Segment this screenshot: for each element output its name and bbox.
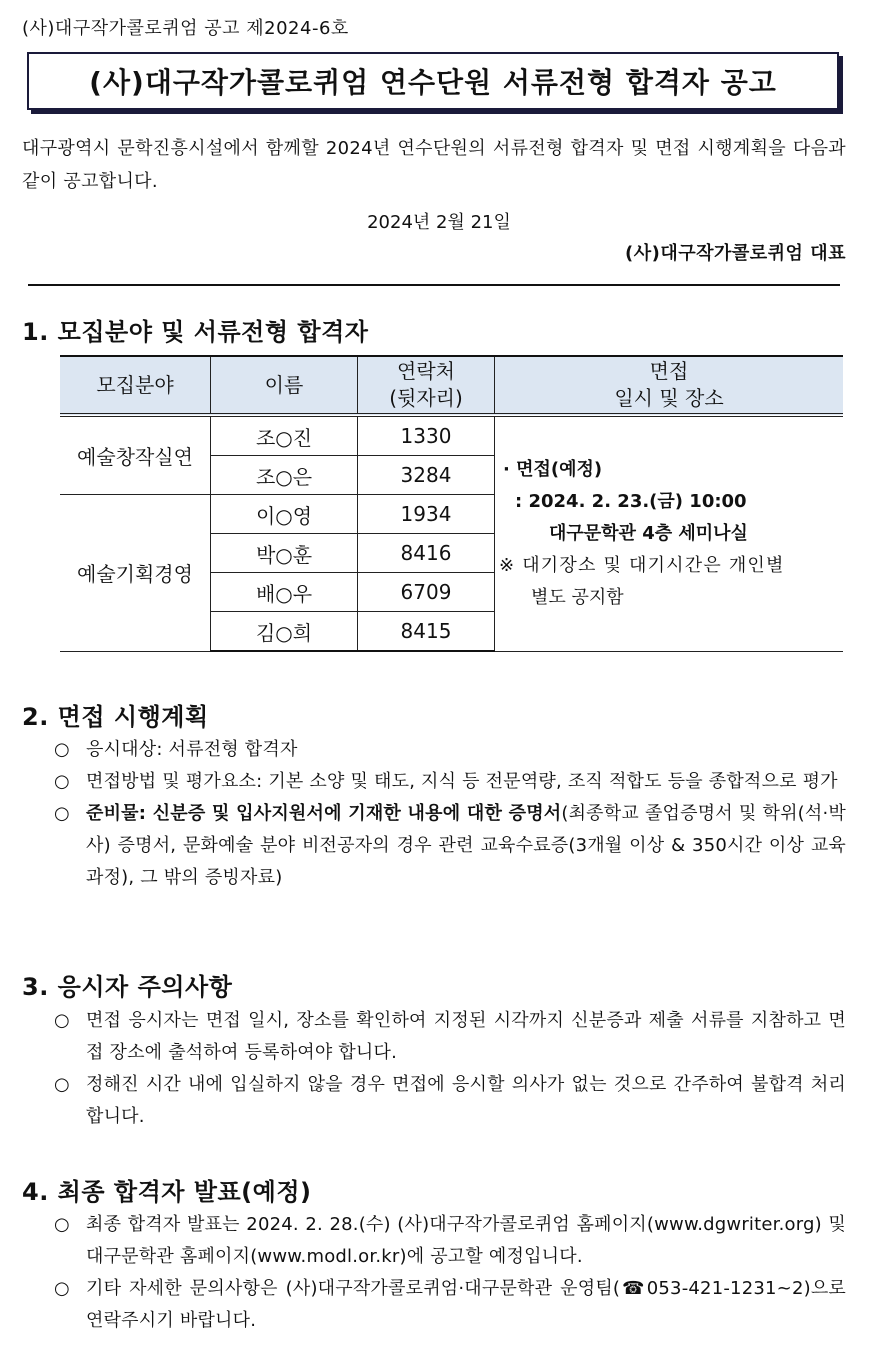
contact-cell: 8416 xyxy=(358,534,495,573)
interview-line-5: 별도 공지함 xyxy=(531,586,624,608)
list-item-text: 면접방법 및 평가요소: 기본 소양 및 태도, 지식 등 전문역량, 조직 적합도 등을 종합적으로 평가 xyxy=(86,771,838,792)
circle-bullet-icon: ○ xyxy=(54,1278,70,1299)
contact-cell: 1330 xyxy=(358,415,495,456)
final-list xyxy=(54,1209,846,1337)
field-cell: 예술창작실연 xyxy=(60,415,211,495)
list-item xyxy=(54,766,846,798)
circle-bullet-icon: ○ xyxy=(54,771,70,792)
header-interview xyxy=(495,356,844,415)
name-cell: 이○영 xyxy=(211,495,358,534)
divider xyxy=(28,284,840,286)
plan-list xyxy=(54,734,846,894)
list-item-text: 정해진 시간 내에 입실하지 않을 경우 면접에 응시할 의사가 없는 것으로 간주하여 불합격 처리합니다. xyxy=(86,1074,846,1127)
list-item-bold-text: 준비물: 신분증 및 입사지원서에 기재한 내용에 대한 증명서 xyxy=(86,803,562,824)
list-item-text: 면접 응시자는 면접 일시, 장소를 확인하여 지정된 시각까지 신분증과 제출 서류를 지참하고 면접 장소에 출석하여 등록하여야 합니다. xyxy=(86,1010,846,1063)
list-item xyxy=(54,1005,846,1069)
document-number: (사)대구작가콜로퀴엄 공고 제2024-6호 xyxy=(22,18,349,39)
list-item-text: (최종학교 졸업증명서 및 학위(석·박사) 증명서, 문화예술 분야 비전공자의 경우 관련 교육수료증(3개월 이상 & 350시간 이상 교육과정), 그 밖의 증빙자료) xyxy=(86,803,846,888)
interview-line-1: · 면접(예정) xyxy=(503,458,603,480)
header-interview-line1: 면접 xyxy=(649,359,689,383)
circle-bullet-icon: ○ xyxy=(54,739,70,760)
cautions-list xyxy=(54,1005,846,1133)
list-item-text: 응시대상: 서류전형 합격자 xyxy=(86,739,298,760)
contact-cell: 8415 xyxy=(358,612,495,652)
name-cell: 박○훈 xyxy=(211,534,358,573)
name-cell: 조○진 xyxy=(211,415,358,456)
section-3-title: 3. 응시자 주의사항 xyxy=(22,973,233,1001)
contact-cell: 1934 xyxy=(358,495,495,534)
list-item xyxy=(54,1273,846,1337)
circle-bullet-icon: ○ xyxy=(54,1214,70,1235)
list-item xyxy=(54,734,846,766)
field-cell: 예술기획경영 xyxy=(60,495,211,652)
table-row xyxy=(60,415,843,456)
name-cell: 조○은 xyxy=(211,456,358,495)
results-table xyxy=(60,355,843,652)
name-cell: 배○우 xyxy=(211,573,358,612)
table-header-row xyxy=(60,356,843,415)
list-item xyxy=(54,798,846,894)
circle-bullet-icon: ○ xyxy=(54,1074,70,1095)
name-cell: 김○희 xyxy=(211,612,358,652)
header-contact-line2: (뒷자리) xyxy=(389,386,463,410)
interview-line-4: ※ 대기장소 및 대기시간은 개인별 xyxy=(499,554,785,576)
list-item-text: 기타 자세한 문의사항은 (사)대구작가콜로퀴엄·대구문학관 운영팀(☎053-421-1231~2)으로 연락주시기 바랍니다. xyxy=(86,1278,846,1331)
interview-line-3: 대구문학관 4층 세미나실 xyxy=(549,522,748,544)
contact-cell: 6709 xyxy=(358,573,495,612)
header-field: 모집분야 xyxy=(60,356,211,415)
list-item xyxy=(54,1209,846,1273)
announcement-title: (사)대구작가콜로퀴엄 연수단원 서류전형 합격자 공고 xyxy=(27,52,839,110)
list-item xyxy=(54,1069,846,1133)
list-item-text: 최종 합격자 발표는 2024. 2. 28.(수) (사)대구작가콜로퀴엄 홈페이지(www.dgwriter.org) 및 대구문학관 홈페이지(www.modl.or.kr)에 공고할 예정입니다. xyxy=(86,1214,846,1267)
header-name: 이름 xyxy=(211,356,358,415)
header-contact-line1: 연락처 xyxy=(397,359,455,383)
representative: (사)대구작가콜로퀴엄 대표 xyxy=(625,243,846,264)
circle-bullet-icon: ○ xyxy=(54,803,70,824)
section-2-title: 2. 면접 시행계획 xyxy=(22,703,209,731)
contact-cell: 3284 xyxy=(358,456,495,495)
header-interview-line2: 일시 및 장소 xyxy=(614,386,724,410)
intro-paragraph: 대구광역시 문학진흥시설에서 함께할 2024년 연수단원의 서류전형 합격자 및 면접 시행계획을 다음과 같이 공고합니다. xyxy=(22,138,846,192)
announcement-date: 2024년 2월 21일 xyxy=(367,212,511,233)
interview-line-2: : 2024. 2. 23.(금) 10:00 xyxy=(515,490,747,512)
circle-bullet-icon: ○ xyxy=(54,1010,70,1031)
interview-info-cell xyxy=(495,415,844,651)
section-1-title: 1. 모집분야 및 서류전형 합격자 xyxy=(22,318,369,346)
header-contact xyxy=(358,356,495,415)
section-4-title: 4. 최종 합격자 발표(예정) xyxy=(22,1178,312,1206)
